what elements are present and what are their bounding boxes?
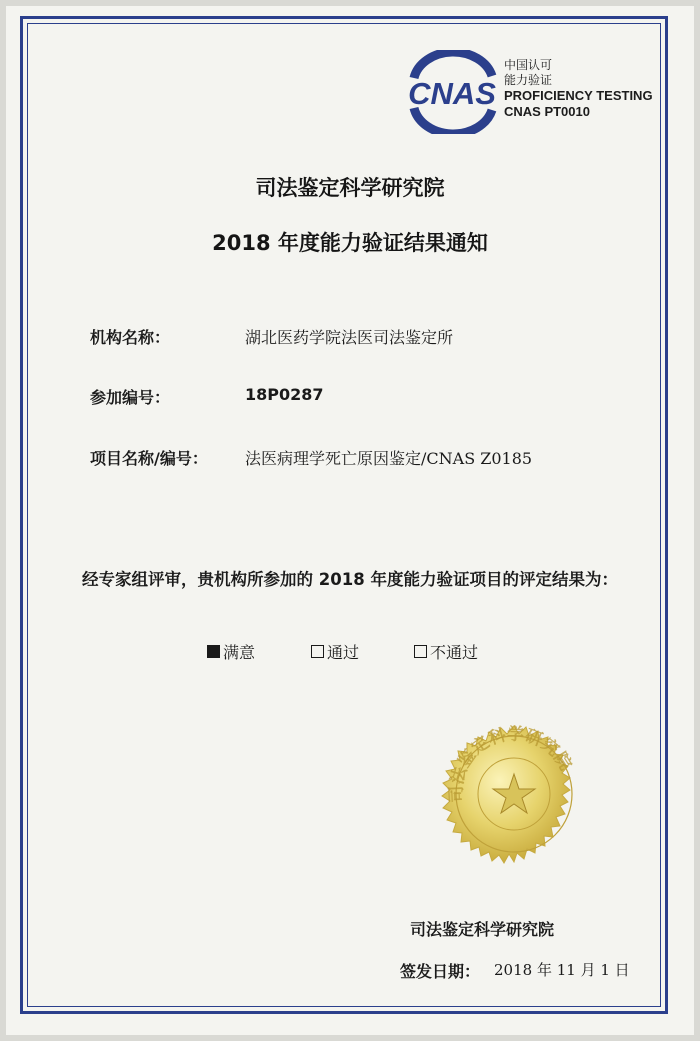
issuer-name: 司法鉴定科学研究院 xyxy=(410,920,555,939)
org-value: 湖北医药学院法医司法鉴定所 xyxy=(245,328,454,347)
participant-value: 18P0287 xyxy=(245,385,324,404)
issue-date-value: 2018 年 11 月 1 日 xyxy=(494,961,630,979)
cnas-cn-line2: 能力验证 xyxy=(504,73,553,87)
result-option-label: 不通过 xyxy=(430,643,479,662)
cnas-cn-line1: 中国认可 xyxy=(504,58,553,72)
cnas-logo-mark: CNAS xyxy=(408,76,496,111)
page-subtitle: 2018 年度能力验证结果通知 xyxy=(212,231,488,255)
cnas-en-line2: CNAS PT0010 xyxy=(504,104,590,119)
checkbox-checked-icon xyxy=(207,645,220,658)
project-value: 法医病理学死亡原因鉴定/CNAS Z0185 xyxy=(245,449,533,468)
result-option-satisfied xyxy=(207,640,255,663)
result-option-label: 满意 xyxy=(223,643,256,662)
result-option-fail xyxy=(414,640,478,663)
project-label: 项目名称/编号： xyxy=(90,449,208,468)
participant-label: 参加编号： xyxy=(90,388,171,407)
cnas-logo-text xyxy=(504,58,653,120)
evaluation-statement: 经专家组评审，贵机构所参加的 2018 年度能力验证项目的评定结果为： xyxy=(82,570,618,589)
checkbox-empty-icon xyxy=(414,645,427,658)
result-option-pass xyxy=(311,640,359,663)
cnas-en-line1: PROFICIENCY TESTING xyxy=(504,88,653,103)
page-title: 司法鉴定科学研究院 xyxy=(255,176,445,200)
issue-date-label: 签发日期： xyxy=(400,962,481,981)
cnas-logo-icon xyxy=(400,50,504,134)
checkbox-empty-icon xyxy=(311,645,324,658)
seal-text: 司法鉴定科学研究院 xyxy=(446,724,576,803)
org-label: 机构名称： xyxy=(90,328,171,347)
result-option-label: 通过 xyxy=(327,643,360,662)
star-seal-icon xyxy=(430,710,598,878)
